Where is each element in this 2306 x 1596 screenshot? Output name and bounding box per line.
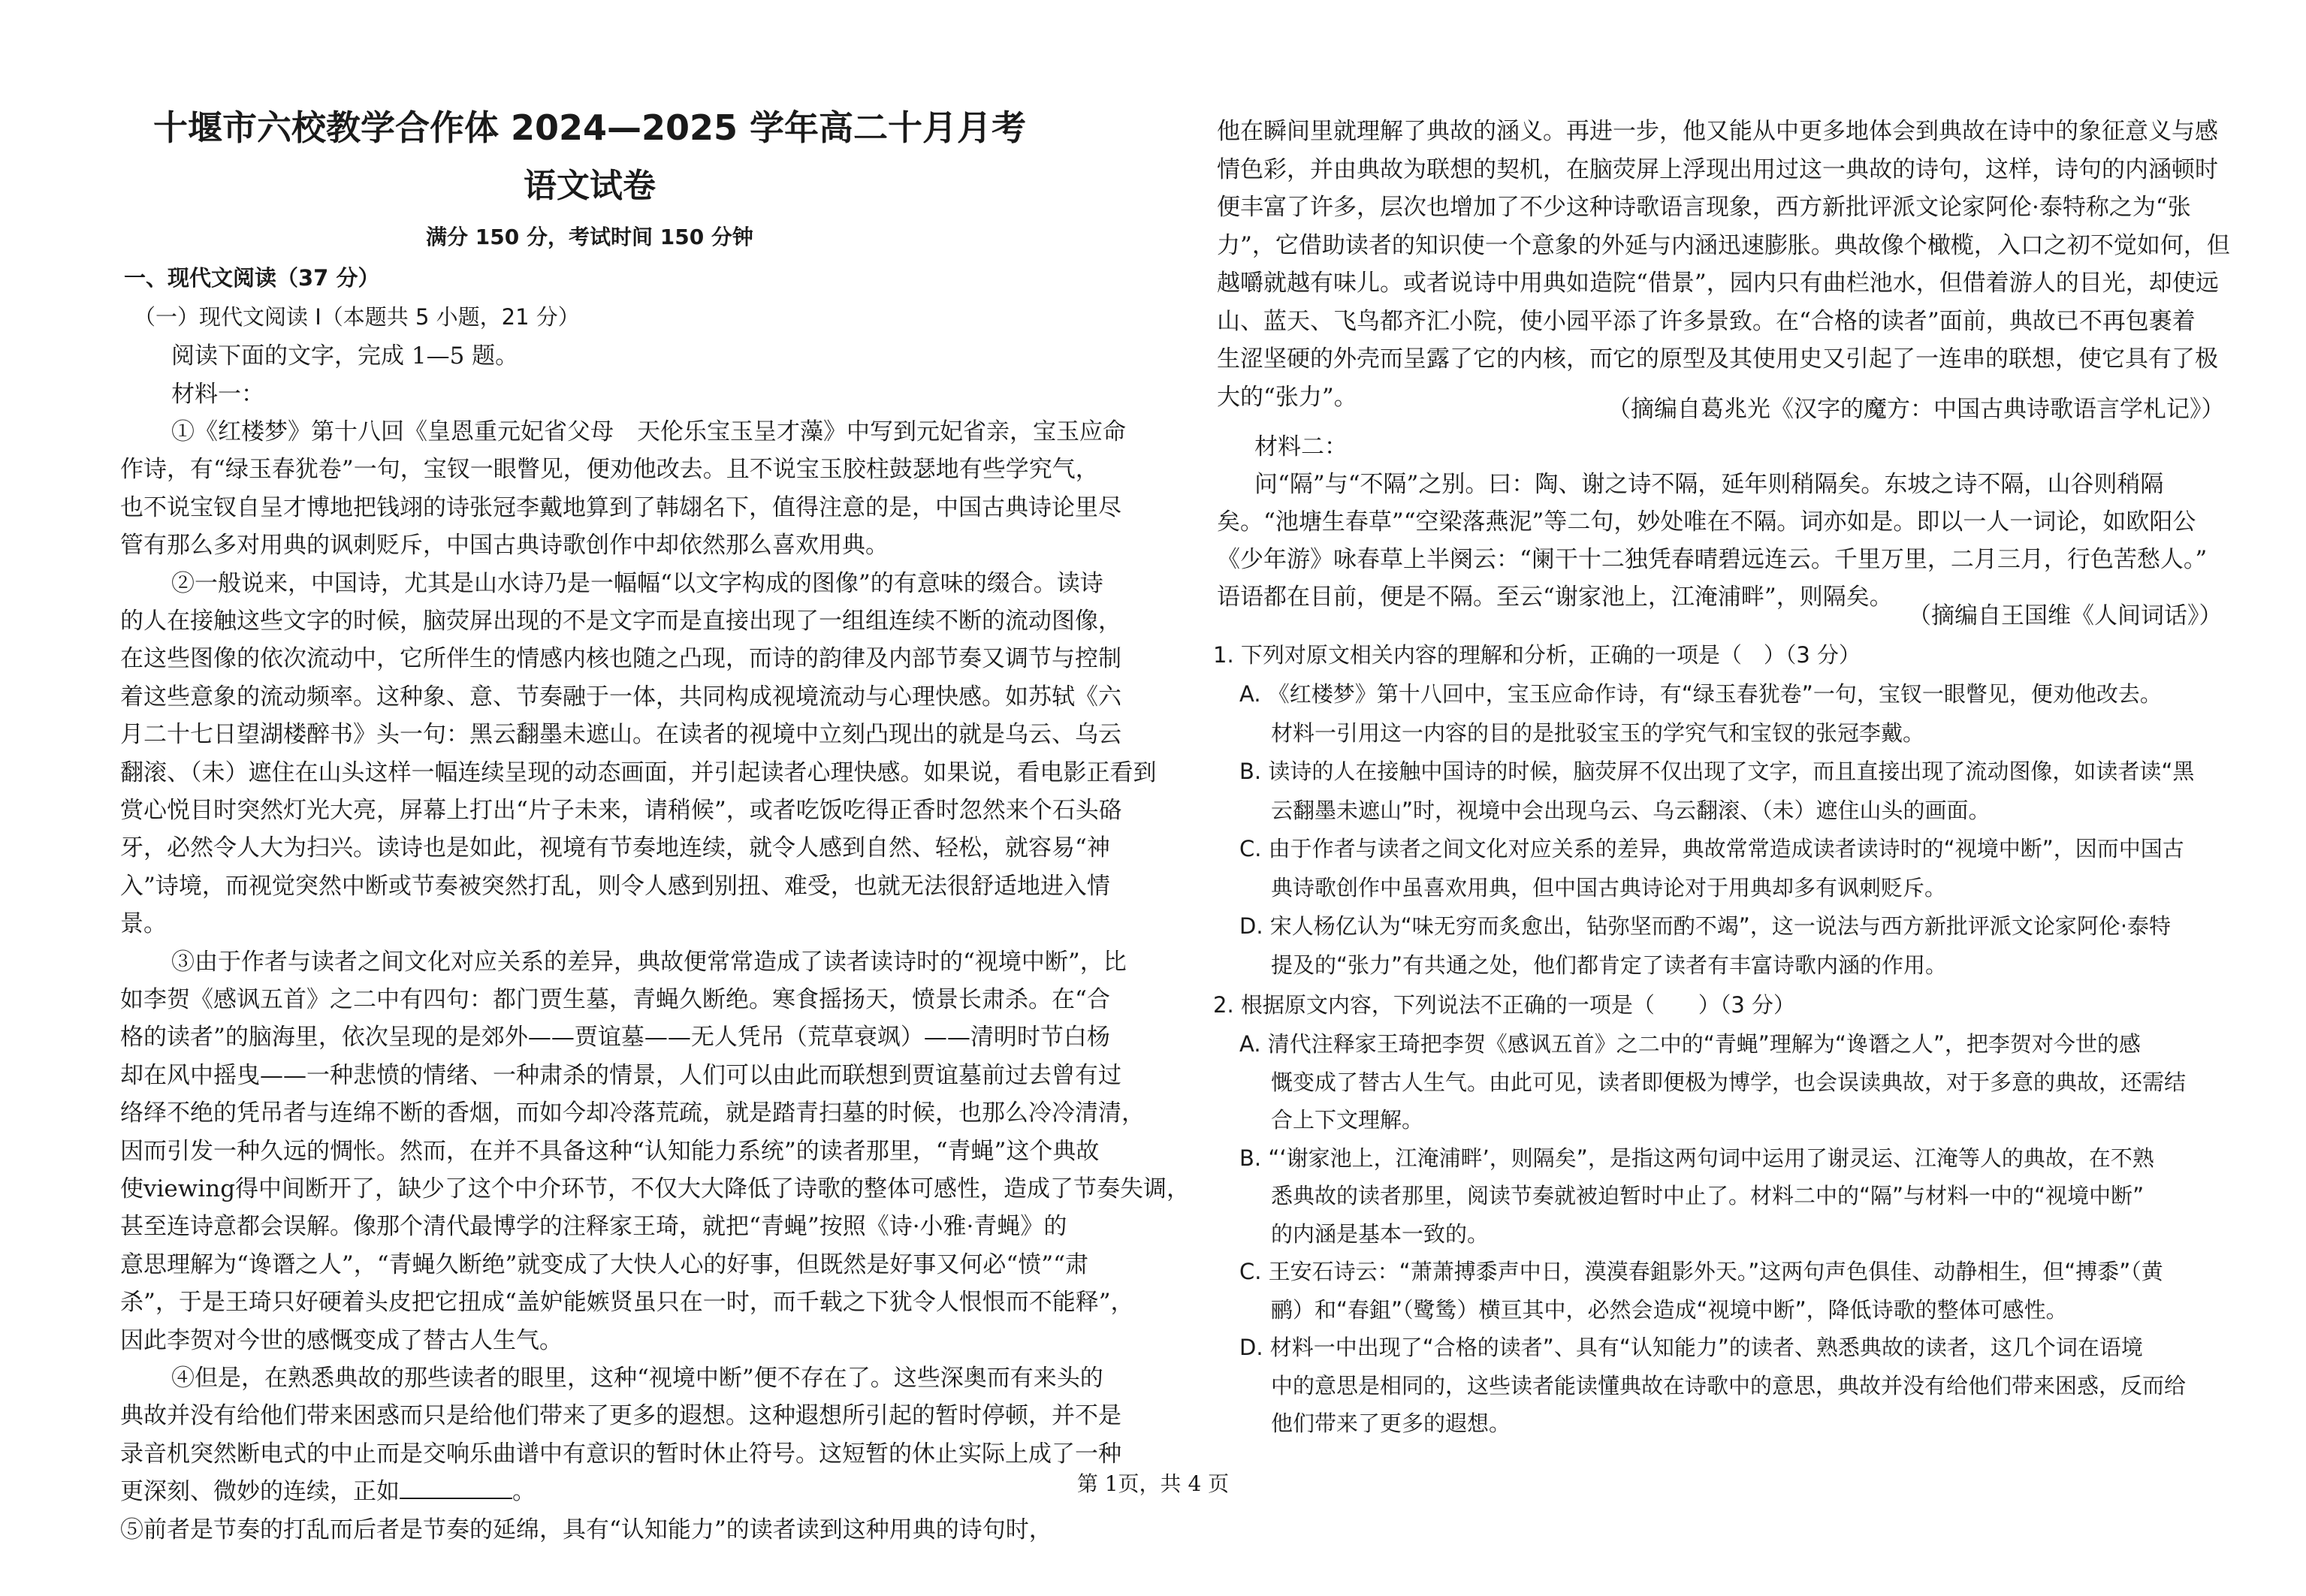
text-line: C. 由于作者与读者之间文化对应关系的差异，典故常常造成读者读诗时的“视境中断”，因而中国古: [1239, 836, 2184, 861]
text-line: 中的意思是相同的，这些读者能读懂典故在诗歌中的意思，典故并没有给他们带来困惑，反而给: [1271, 1372, 2187, 1398]
text-line: 杀”，于是王琦只好硬着头皮把它扭成“盖妒能嫉贤虽只在一时，而千载之下犹令人恨恨而不能释”，: [120, 1289, 1134, 1317]
text-line: D. 宋人杨亿认为“味无穷而炙愈出，钻弥坚而酌不竭”，这一说法与西方新批评派文论家阿伦·泰特: [1239, 913, 2172, 939]
text-line: ①《红楼梦》第十八回《皇恩重元妃省父母 天伦乐宝玉呈才藻》中写到元妃省亲，宝玉应命: [171, 418, 1126, 445]
text-line: 情色彩，并由典故为联想的契机，在脑荧屏上浮现出用过这一典故的诗句，这样，诗句的内涵顿时: [1217, 155, 2218, 183]
text-line: 管有那么多对用典的讽刺贬斥，中国古典诗歌创作中却依然那么喜欢用典。: [120, 532, 889, 560]
source-citation: （摘编自王国维《人间词话》）: [1908, 602, 2223, 629]
text-line: 他们带来了更多的遐想。: [1271, 1410, 1511, 1436]
text-line: 生涩坚硬的外壳而呈露了它的内核，而它的原型及其使用史又引起了一连串的联想，使它具有了极: [1217, 345, 2218, 373]
text-line: 赏心悦目时突然灯光大亮，屏幕上打出“片子未来，请稍候”，或者吃饭吃得正香时忽然来个石头硌: [120, 797, 1122, 824]
text-line: 入”诗境，而视觉突然中断或节奏被突然打乱，则令人感到别扭、难受，也就无法很舒适地进入情: [120, 872, 1110, 900]
text-line: 更深刻、微妙的连续，正如 。: [120, 1478, 536, 1506]
text-line: 作诗，有“绿玉春犹卷”一句，宝钗一眼瞥见，便劝他改去。且不说宝玉胶柱鼓瑟地有些学究气，: [120, 456, 1099, 484]
text-line: 甚至连诗意都会误解。像那个清代最博学的注释家王琦，就把“青蝇”按照《诗·小雅·青蝇》的: [120, 1213, 1067, 1241]
page-footer: 第 1页，共 4 页: [1076, 1471, 1230, 1496]
text-line: B. 读诗的人在接触中国诗的时候，脑荧屏不仅出现了文字，而且直接出现了流动图像，如读者读“黑: [1239, 759, 2195, 784]
source-citation: （摘编自葛兆光《汉字的魔方：中国古典诗歌语言学札记》）: [1607, 396, 2225, 423]
text-line: 悉典故的读者那里，阅读节奏就被迫暂时中止了。材料二中的“隔”与材料一中的“视境中断”: [1271, 1183, 2145, 1208]
exam-title: 十堰市六校教学合作体 2024—2025 学年高二十月月考: [152, 107, 1027, 148]
subject-title: 语文试卷: [524, 167, 656, 205]
text-line: 合上下文理解。: [1271, 1107, 1424, 1133]
text-line: 典诗歌创作中虽喜欢用典，但中国古典诗论对于用典却多有讽刺贬斥。: [1271, 874, 1947, 901]
exam-info: 满分 150 分，考试时间 150 分钟: [426, 225, 753, 249]
text-line: 鹂）和“春鉏”（鹭鸶）横亘其中，必然会造成“视境中断”，降低诗歌的整体可感性。: [1271, 1296, 2068, 1323]
text-line: 《少年游》咏春草上半阕云：“阑干十二独凭春晴碧远连云。千里万里，二月三月，行色苦愁人。”: [1217, 546, 2208, 573]
text-line: 云翻墨未遮山”时，视境中会出现乌云、乌云翻滚、（未）遮住山头的画面。: [1271, 797, 1991, 823]
text-line: 他在瞬间里就理解了典故的涵义。再进一步，他又能从中更多地体会到典故在诗中的象征意义与感: [1217, 118, 2218, 145]
text-line: 录音机突然断电式的中止而是交响乐曲谱中有意识的暂时休止符号。这短暂的休止实际上成了一种: [120, 1440, 1121, 1468]
material-label: 材料一：: [171, 381, 264, 408]
text-line: 典故并没有给他们带来困惑而只是给他们带来了更多的遐想。这种遐想所引起的暂时停顿，并不是: [120, 1402, 1121, 1430]
text-line: ④但是，在熟悉典故的那些读者的眼里，这种“视境中断”便不存在了。这些深奥而有来头的: [171, 1365, 1103, 1392]
text-line: 着这些意象的流动频率。这种象、意、节奏融于一体，共同构成视境流动与心理快感。如苏轼《六: [120, 683, 1121, 711]
text-line: D. 材料一中出现了“合格的读者”、具有“认知能力”的读者、熟悉典故的读者，这几个词在语境: [1239, 1335, 2143, 1360]
material-label: 材料二：: [1254, 433, 1348, 460]
section-heading: 一、现代文阅读（37 分）: [124, 265, 380, 291]
text-line: 月二十七日望湖楼醉书》头一句：黑云翻墨未遮山。在读者的视境中立刻凸现出的就是乌云、乌云: [120, 721, 1121, 749]
punctuation: 。: [512, 1478, 536, 1506]
text-line: 力”，它借助读者的知识使一个意象的外延与内涵迅速膨胀。典故像个橄榄，入口之初不觉如何，但: [1217, 231, 2230, 259]
text-line: 却在风中摇曳——一种悲愤的情绪、一种肃杀的情景，人们可以由此而联想到贾谊墓前过去曾有过: [120, 1061, 1121, 1089]
text-line: 景。: [120, 910, 167, 938]
text-line: 材料一引用这一内容的目的是批驳宝玉的学究气和宝钗的张冠李戴。: [1271, 720, 1925, 746]
text-line: 因此李贺对今世的感慨变成了替古人生气。: [120, 1326, 563, 1354]
text-line: 也不说宝钗自呈才博地把钱翊的诗张冠李戴地算到了韩翃名下，值得注意的是，中国古典诗论里尽: [120, 493, 1121, 521]
text-line: 如李贺《感讽五首》之二中有四句：都门贾生墓，青蝇久断绝。寒食摇扬天，愤景长肃杀。在“合: [120, 986, 1110, 1013]
text-line: B. “‘谢家池上，江淹浦畔’，则隔矣”，是指这两句词中运用了谢灵运、江淹等人的典故，在不熟: [1239, 1145, 2154, 1171]
text-line: 慨变成了替古人生气。由此可见，读者即便极为博学，也会误读典故，对于多意的典故，还需结: [1271, 1069, 2187, 1095]
text-line: 矣。“池塘生春草”“空梁落燕泥”等二句，妙处唯在不隔。词亦如是。即以一人一词论，如欧阳公: [1217, 508, 2196, 536]
text-line: 问“隔”与“不隔”之别。曰：陶、谢之诗不隔，延年则稍隔矣。东坡之诗不隔，山谷则稍隔: [1254, 471, 2164, 498]
text-line: 络绎不绝的凭吊者与连绵不断的香烟，而如今却冷落荒疏，就是踏青扫墓的时候，也那么冷冷清清，: [120, 1100, 1145, 1127]
text-line: 意思理解为“谗谮之人”，“青蝇久断绝”就变成了大快人心的好事，但既然是好事又何必“愤”“肃: [120, 1251, 1088, 1278]
instruction-text: 阅读下面的文字，完成 1—5 题。: [171, 342, 519, 370]
text-line: 便丰富了许多，层次也增加了不少这种诗歌语言现象，西方新批评派文论家阿伦·泰特称之为“张: [1217, 194, 2191, 221]
subsection-heading: （一）现代文阅读 I（本题共 5 小题，21 分）: [134, 304, 580, 330]
text-line: 翻滚、（未）遮住在山头这样一幅连续呈现的动态画面，并引起读者心理快感。如果说，看电影正看到: [120, 759, 1157, 786]
text-line: 提及的“张力”有共通之处，他们都肯定了读者有丰富诗歌内涵的作用。: [1271, 952, 1948, 978]
question-2: 2. 根据原文内容，下列说法不正确的一项是（ ）（3 分）: [1213, 992, 1796, 1018]
text-line: 使viewing得中间断开了，缺少了这个中介环节，不仅大大降低了诗歌的整体可感性，造成了节奏失调，: [120, 1175, 1191, 1202]
text-line: 牙，必然令人大为扫兴。读诗也是如此，视境有节奏地连续，就令人感到自然、轻松，就容易“神: [120, 834, 1110, 862]
text-line: C. 王安石诗云：“萧萧搏黍声中日，漠漠春鉏影外天。”这两句声色俱佳、动静相生，但“搏黍”（黄: [1239, 1259, 2163, 1284]
text-line: 山、蓝天、飞鸟都齐汇小院，使小园平添了许多景致。在“合格的读者”面前，典故已不再包裹着: [1217, 307, 2196, 335]
text-line: 的人在接触这些文字的时候，脑荧屏出现的不是文字而是直接出现了一组组连续不断的流动图像，: [120, 608, 1121, 635]
text-line: ③由于作者与读者之间文化对应关系的差异，典故便常常造成了读者读诗时的“视境中断”，比: [171, 948, 1127, 976]
text-line: ⑤前者是节奏的打乱而后者是节奏的延绵，具有“认知能力”的读者读到这种用典的诗句时，: [120, 1516, 1052, 1543]
text-line: 的内涵是基本一致的。: [1271, 1220, 1490, 1247]
text-line: 格的读者”的脑海里，依次呈现的是郊外——贾谊墓——无人凭吊（荒草衰飒）——清明时节白杨: [120, 1024, 1110, 1051]
text-line: ②一般说来，中国诗，尤其是山水诗乃是一幅幅“以文字构成的图像”的有意味的缀合。读诗: [171, 569, 1103, 597]
text-line: A. 清代注释家王琦把李贺《感讽五首》之二中的“青蝇”理解为“谗谮之人”，把李贺对今世的感: [1239, 1031, 2141, 1057]
text-line: 大的“张力”。: [1217, 383, 1357, 411]
text-line: A. 《红楼梦》第十八回中，宝玉应命作诗，有“绿玉春犹卷”一句，宝钗一眼瞥见，便劝他改去。: [1239, 681, 2162, 707]
text-line: 语语都在目前，便是不隔。至云“谢家池上，江淹浦畔”，则隔矣。: [1217, 584, 1893, 611]
text-line: 越嚼就越有味儿。或者说诗中用典如造院“借景”，园内只有曲栏池水，但借着游人的目光，却使远: [1217, 270, 2219, 297]
question-1: 1. 下列对原文相关内容的理解和分析，正确的一项是（ ）（3 分）: [1213, 642, 1861, 668]
text-line: 因而引发一种久远的惆怅。然而，在并不具备这种“认知能力系统”的读者那里，“青蝇”这个典故: [120, 1137, 1100, 1165]
text-line: 在这些图像的依次流动中，它所伴生的情感内核也随之凸现，而诗的韵律及内部节奏又调节与控制: [120, 645, 1121, 673]
